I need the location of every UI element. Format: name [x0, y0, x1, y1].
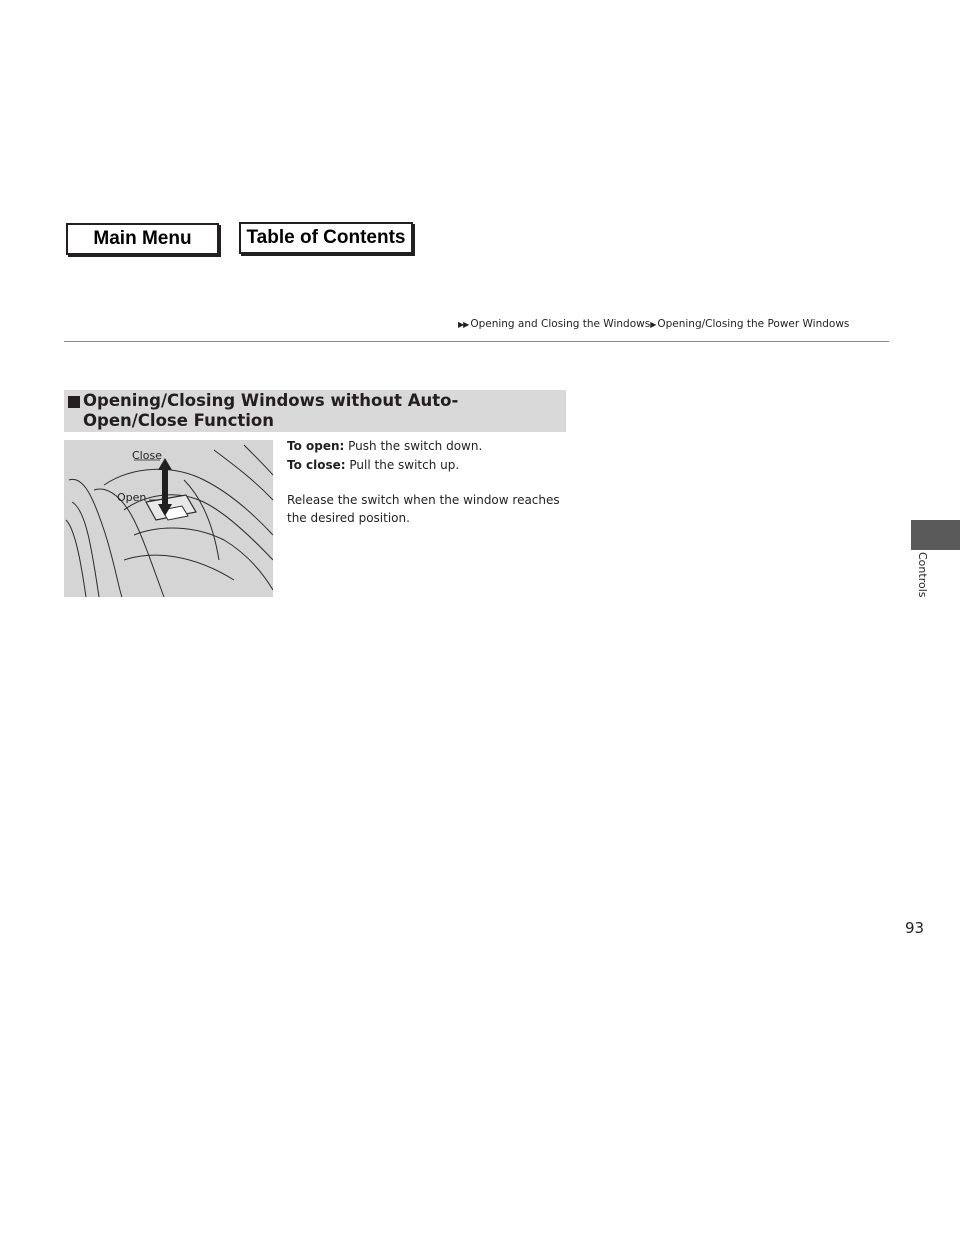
instruction-open [287, 437, 577, 455]
breadcrumb [458, 318, 890, 330]
switch-drawing [64, 440, 273, 597]
open-text: Push the switch down. [348, 439, 483, 453]
instruction-release: Release the switch when the window reaches the desired position. [287, 493, 560, 525]
section-title: Opening/Closing Windows without Auto-Open/Close Function [83, 391, 459, 430]
breadcrumb-separator-icon: ▶ [650, 320, 656, 329]
callout-open: Open [117, 491, 147, 504]
breadcrumb-part-2[interactable]: Opening/Closing the Power Windows [657, 318, 850, 330]
header-divider [64, 341, 889, 342]
chapter-tab[interactable] [911, 520, 960, 550]
instruction-close [287, 456, 577, 474]
chapter-label: Controls [916, 552, 929, 598]
breadcrumb-arrow-icon: ▶▶ [458, 320, 469, 329]
breadcrumb-part-1[interactable]: Opening and Closing the Windows [470, 318, 651, 330]
table-of-contents-button[interactable]: Table of Contents [239, 222, 413, 254]
close-label: To close: [287, 458, 346, 472]
close-text: Pull the switch up. [349, 458, 460, 472]
section-header [64, 390, 566, 432]
open-label: To open: [287, 439, 345, 453]
section-bullet-icon [68, 396, 80, 408]
page-number: 93 [905, 919, 925, 937]
main-menu-button[interactable]: Main Menu [66, 223, 219, 255]
callout-close: Close [132, 449, 162, 462]
window-switch-illustration [64, 440, 273, 597]
